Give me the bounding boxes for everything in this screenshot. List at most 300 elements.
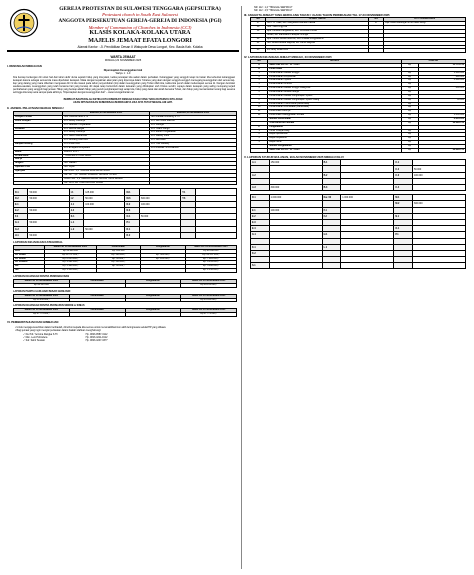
- pgi-membership: ANGGOTA PERSEKUTUAN GEREJA-GEREJA DI INDONESIA (PGI): [58, 18, 222, 25]
- schedule-week2-cell: Sdr. Ardiwan Rondeng S.Th: [150, 115, 237, 119]
- syukur-a-code: C.2: [394, 166, 413, 172]
- syukur-b-code: E.4: [251, 226, 270, 232]
- anniversary-names: [384, 48, 466, 52]
- finance-description: Persembahan Khusus: [268, 83, 401, 87]
- sinode-income: [69, 313, 125, 317]
- finance-description: Biaya operasional: [268, 133, 401, 137]
- kategorial-amount: Rp 19.940.000: [45, 249, 96, 253]
- schedule-week1-cell: NR. 136:1 dst "KARUNIA DAN SAWIA": [63, 181, 150, 185]
- finance-description: Jumlah Penerimaan: [268, 118, 401, 122]
- s7-header: Penerimaan: [69, 309, 125, 313]
- s5-header: Pengeluaran: [125, 279, 181, 283]
- finance-amount: 18.380.700: [418, 121, 465, 125]
- syukur-amount: 125.000: [84, 189, 125, 195]
- birthday-names: Ibu Netty Rukei Rohi: [266, 48, 369, 52]
- schedule-week2-cell: Pnt. Sem Ludo Mamba: [150, 119, 237, 123]
- birthday-names: Sdri. Viola Virgythia: [266, 26, 369, 30]
- syukur-amount: 50.000: [84, 226, 125, 232]
- syukur-amount: 50.000: [28, 220, 69, 226]
- birthday-date: 23: [251, 48, 266, 52]
- syukur-b-code: G.1: [251, 232, 270, 238]
- syukur-amount: 50.000: [28, 189, 69, 195]
- kategorial-amount: Rp. 1.150.000,-: [185, 269, 236, 273]
- syukur-code: L.1: [69, 220, 83, 226]
- bulletin-date: MINGGU,23 NOVEMBER 2025: [104, 59, 142, 62]
- contact-name: Sdr. Sahir Susiato: [25, 339, 45, 343]
- finance-description: Saldo Kas Per 23 - 11 - 2025: [268, 148, 401, 152]
- kategorial-amount: Rp. 30.000,-: [96, 257, 141, 261]
- pembangunan-closing: Rp.49.133.000,-: [181, 283, 237, 287]
- s5-header: Saldo Per 23 NOVEMBER 2025: [181, 279, 237, 283]
- s6-header: Penerimaan: [69, 294, 125, 298]
- sinode-opening: Rp.27.770.000,-: [14, 313, 70, 317]
- finance-amount: 1.050.000: [418, 114, 465, 118]
- contact-item: ✓ Ibu Pdt. Yermina Rangka S.Th Hp. 0823-9587-3112: [23, 333, 108, 337]
- section-heading-pembangunan: LAPORAN KEUANGAN PANITIA PEMBANGUNAN: [13, 274, 70, 278]
- schedule-role: Prokla-Baca: [14, 154, 63, 158]
- finance-amount: 50.000: [418, 98, 465, 102]
- syukur-code: M.6: [125, 195, 139, 201]
- finance-currency: Rp: [401, 75, 418, 79]
- finance-currency: Rp: [401, 98, 418, 102]
- left-column: [7, 6, 239, 342]
- right-column: [244, 6, 468, 269]
- s7-header: Saldo Per 16 NOVEMBER 2025: [14, 309, 70, 313]
- sinode-expense: [125, 313, 181, 317]
- finance-no: 7: [251, 94, 268, 98]
- hari-besar-opening: Rp.43.450.000,-: [14, 298, 70, 302]
- schedule-role: Pelayan Firman: [14, 115, 63, 119]
- syukur-b-code: E.1: [251, 207, 270, 213]
- schedule-week1-cell: MAKPU 23.1.7: [63, 150, 150, 154]
- motto-line-2: AKAN DITUNJUKKAN SEBERKBAH-BERKBAHNYA JIKA KITA TETAP MENJALANI HATI.: [73, 101, 173, 105]
- finance-currency: Rp: [401, 145, 418, 149]
- church-name: GEREJA PROTESTAN DI SULAWESI TENGGARA (GEPSULTRA): [59, 6, 221, 12]
- schedule-role: Warta: [14, 150, 63, 154]
- kategorial-amount: Rp. 100.000: [96, 249, 141, 253]
- pembangunan-finance-table: [13, 279, 237, 288]
- finance-no: 9: [251, 102, 268, 106]
- schedule-week1-cell: Pnt. Deddy Kandoyo: [63, 131, 150, 135]
- scripture-reference: Wahyu 1 : 1-9: [115, 72, 131, 76]
- finance-description: Jumlah Pengeluaran: [268, 145, 401, 149]
- syukur-code: I.2: [69, 195, 83, 201]
- birthday-date: 21: [251, 41, 266, 45]
- syukur-b-code: L.1: [322, 244, 341, 250]
- schedule-role: Jampai lonceng: [14, 142, 63, 146]
- finance-description: Persembahan Perpuluhan: [268, 75, 401, 79]
- contact-phone[interactable]: Hp. 0813-4211-1912: [85, 336, 108, 340]
- syukur-b-code: M.1: [394, 195, 413, 201]
- syukur-amount: 600.000: [139, 195, 180, 201]
- section-heading-keuangan-jemaat: IV. LAPORAN KEUANGAN JEMAAT MINGGU, 23 NOVEMBER 2025: [244, 54, 332, 59]
- syukur-code: R.2: [125, 232, 139, 238]
- anniversary-date: 17: [369, 22, 384, 26]
- syukur-b-code: F.1: [322, 207, 341, 213]
- announcement-item: • Bagi jemaat yang ingin mengisi perkuatan dalam ibadah silahkan menghubungi:: [15, 329, 102, 333]
- kategorial-group: PK PERSI: [14, 257, 45, 261]
- finance-amount: 1.400.000: [418, 71, 465, 75]
- kategorial-amount: [141, 269, 186, 273]
- syukur-a-code: A.2: [251, 172, 270, 178]
- finance-currency: Rp: [401, 64, 418, 68]
- cci-membership: Member of Communion of Churches in Indonesia (CCI): [88, 24, 192, 30]
- table-row: [251, 148, 466, 152]
- birthday-names: Silvan, sdr. Marnisaun Pabaysa Tintinga: [266, 33, 369, 37]
- syukur-b-code: S.1: [251, 263, 270, 269]
- section-heading-hari-besar: LAPORAN PANITIA HARI-HARI BESAR GEREJAWI: [13, 289, 71, 293]
- office-address: Alamat Kantor : Jl. Pendidikan Desan II Watupute Desa Longori, Kec. Baula Kab. Kolaka: [77, 45, 203, 50]
- church-name-english: Protestant church in South East Sulawesi: [102, 12, 178, 18]
- syukur-a-amount: 150.000: [269, 160, 322, 166]
- syukur-a-code: C.1: [394, 160, 413, 166]
- finance-description: Persembahan Syukur: [268, 79, 401, 83]
- finance-no: B: [251, 67, 268, 71]
- schedule-role: Nyanyian: [14, 170, 63, 174]
- birthday-names: Bpk. Kornelis Pangarambi, sdri. Christina Chintia: [266, 30, 369, 34]
- table-row: [14, 283, 237, 287]
- announcement-item: • Untuk menjaga ketertiban dalam beribadah, dimohon kepada kita semua untuk menonaktifkan/non aktif dering/suara selular/HP yang dibawa: [15, 325, 166, 329]
- syukur-code: J.1: [69, 201, 83, 207]
- section-heading-renungan: I. RENUNGAN MINGGUAN: [7, 63, 42, 68]
- finance-no: 3: [251, 137, 268, 141]
- finance-amount: 6.610.000: [418, 118, 465, 122]
- syukur-b-code: P.1: [394, 232, 413, 238]
- contact-name: Dkn. Leni Pohindera: [25, 336, 48, 340]
- bulletin-title: WARTA JEMAAT: [110, 55, 136, 59]
- letterhead: [7, 6, 239, 52]
- birthday-header: NO: [369, 18, 384, 22]
- schedule-role: Operator LCD: [14, 166, 63, 170]
- syukur-code: T.1: [181, 189, 195, 195]
- section-heading-jadwal: II. JADWAL PELAYANAN IBADAH MINGGU: [7, 105, 64, 110]
- birthday-names: Bpk. Henok Jebua Kelembe, sdri. Anatika Pongparambi: [266, 37, 369, 41]
- table-row: [14, 232, 237, 238]
- syukur-b-code: [322, 263, 341, 269]
- finance-no: A: [251, 64, 268, 68]
- table-row: [251, 185, 466, 191]
- kategorial-amount: Rp. 100.000,-: [96, 253, 141, 257]
- birthday-names: Sdr. Dewa Daniela Bagoda, sdr. Rendi Bagoda: [266, 41, 369, 45]
- finance-currency: Rp: [401, 141, 418, 145]
- finance-description: Total Dana Kas Jemaat: [268, 121, 401, 125]
- syukur-b-code: E.3: [251, 219, 270, 225]
- contact-phone[interactable]: Hp. 0823-9587-3112: [85, 333, 108, 337]
- kategorial-amount: Rp 20.040.000: [185, 249, 236, 253]
- schedule-week1-cell: NR. 137 : 1,2 "SUDAH KUDAPAT SAYANG TUHAN": [63, 173, 150, 177]
- finance-no: 3: [251, 79, 268, 83]
- syukur-a-code: A.3: [251, 185, 270, 191]
- syukur-code: [181, 232, 195, 238]
- syukur-b-code: Kw. 00: [322, 195, 341, 201]
- finance-currency: Rp: [401, 71, 418, 75]
- birthday-header: ULANG TAHUN: [266, 18, 369, 22]
- syukur-code: G.1: [14, 220, 28, 226]
- motto-line-1: BERBUAT-BAHTERALAH KETIKA KITA DIBERKATI DENGAN KASIH YANG TIADA BATASNYA KITA AKAN: [63, 98, 183, 102]
- finance-currency: Rp: [401, 114, 418, 118]
- kategorial-amount: Rp. 4.291.000,-: [45, 261, 96, 265]
- letterhead-text: [41, 6, 239, 49]
- kategorial-amount: Rp. 100.000,-: [141, 257, 186, 261]
- kategorial-header: Pengeluaran: [141, 245, 186, 249]
- syukur-a-amount: 50.000: [412, 166, 465, 172]
- syukur-b-amount: 1.000.000: [269, 195, 322, 201]
- kategorial-amount: Rp 26.757.200,-: [45, 253, 96, 257]
- finance-description: Penerimaan: [268, 67, 401, 71]
- syukur-b-amount: 600.000: [412, 201, 465, 207]
- syukur-code: D.1: [14, 189, 28, 195]
- contact-item: ✓ Dkn. Leni Pohindera Hp. 0813-4211-1912: [23, 336, 108, 340]
- finance-no: C: [251, 125, 268, 129]
- finance-header-uraian: URAIAN: [268, 60, 401, 64]
- finance-description: Saldo Kas Per 16 - 11 - 2025: [268, 64, 401, 68]
- table-row: [14, 269, 237, 273]
- sinode-finance-table: [13, 308, 237, 317]
- finance-no: [251, 148, 268, 152]
- birthday-date: 17: [251, 22, 266, 26]
- syukur-code: J.2: [69, 208, 83, 214]
- closing-hymn-1: NR. 112 : 1,2 "TINGGAL SERTAKU": [254, 6, 293, 9]
- s6-header: Saldo Per 23 NOVEMBER 2025: [181, 294, 237, 298]
- contact-item: ✓ Sdr. Sahir Susiato Hp. 0823-4247-3377: [23, 339, 108, 343]
- finance-amount: 11.770.700: [418, 64, 465, 68]
- schedule-week1-cell: Pnt. Ernayanti Wulyadaru: [63, 146, 150, 150]
- finance-currency: Rp: [401, 87, 418, 91]
- anniversary-date: [369, 48, 384, 52]
- schedule-role: Pendi Pelayan: [14, 119, 63, 123]
- finance-description: Persembahan Pembelaan (Dana Awal): [268, 106, 401, 110]
- syukur-b-amount: 100.000: [269, 207, 322, 213]
- schedule-week1-cell: "TRANSMISI YANG BARU": [63, 154, 150, 158]
- syukur-amount: 50.000: [28, 195, 69, 201]
- kategorial-group: RG: [14, 265, 45, 269]
- contact-phone[interactable]: Hp. 0823-4247-3377: [85, 339, 108, 343]
- schedule-week1-cell: Sdr. Wawan: [63, 162, 150, 166]
- syukur-amount: 50.000: [28, 232, 69, 238]
- sinode-closing: Rp.27.770.000,-: [181, 313, 237, 317]
- finance-currency: Rp: [401, 91, 418, 95]
- s6-header: Saldo Per 16 NOVEMBER 2025: [14, 294, 70, 298]
- birthday-date: 20: [251, 37, 266, 41]
- schedule-week1-cell: Sdr. Wyan: [63, 166, 150, 170]
- section-heading-syukur-bulanan: V. LAPORAN SYUKUR BULANAN, BULAN NOVEMBER 2025 MINGGU KE-IV: [244, 154, 344, 159]
- s5-header: Saldo Per 16 NOVEMBER 2025: [14, 279, 70, 283]
- schedule-role: [14, 181, 63, 185]
- pembangunan-income: [69, 283, 125, 287]
- s6-header: Pengeluaran: [125, 294, 181, 298]
- syukur-b-amount: 1.000.000: [341, 195, 394, 201]
- syukur-amount: 50.000: [28, 208, 69, 214]
- table-row: [14, 313, 237, 317]
- syukur-code: N.3: [125, 208, 139, 214]
- finance-no: 4: [251, 83, 268, 87]
- syukur-code: D.2: [14, 195, 28, 201]
- syukur-code: F.1: [14, 214, 28, 220]
- schedule-week2-cell: Pnt. Andreas Hil Presambo: [150, 146, 237, 150]
- kategorial-amount: Rp. 1.150.000,-: [45, 269, 96, 273]
- kategorial-group: PK PERBI: [14, 253, 45, 257]
- schedule-week1-cell: Pnt. Selvina Bangai: [63, 127, 150, 131]
- syukur-a-amount: [412, 185, 465, 191]
- finance-description: Penerimaan Lainnya: [268, 110, 401, 114]
- syukur-code: O.1: [125, 214, 139, 220]
- finance-description: Persembahan Ibadah Pengucapan Syukur Kateg: [268, 98, 401, 102]
- schedule-week2-cell: [150, 181, 237, 185]
- finance-description: Persembahan Bidikan Marga: [268, 91, 401, 95]
- finance-currency: Rp: [401, 133, 418, 137]
- finance-header-no: NO: [251, 60, 268, 64]
- finance-currency: Rp: [401, 79, 418, 83]
- s7-header: Pengeluaran: [125, 309, 181, 313]
- birthday-header: NO: [251, 18, 266, 22]
- syukur-b-amount: [269, 263, 322, 269]
- syukur-code: N.2: [125, 201, 139, 207]
- section-heading-pemberitahuan: VI. PEMBERITAHUAN DAN HIMBAUAN: [7, 320, 59, 325]
- syukur-a-amount: 300.000: [269, 185, 322, 191]
- finance-currency: Rp: [401, 110, 418, 114]
- kategorial-amount: [96, 269, 141, 273]
- table-row: [14, 298, 237, 302]
- kategorial-group: PKB: [14, 249, 45, 253]
- syukur-code: I.1: [69, 189, 83, 195]
- schedule-week1-cell: Pnt. Naomi Barrabuda: [63, 135, 150, 139]
- finance-currency: Rp: [401, 121, 418, 125]
- finance-no: 2: [251, 75, 268, 79]
- hari-besar-income: [69, 298, 125, 302]
- finance-currency: Rp: [401, 83, 418, 87]
- column-divider: [241, 6, 242, 569]
- syukur-b-code: K.2: [251, 250, 270, 256]
- finance-amount: 18.380.700: [418, 148, 465, 152]
- hari-besar-closing: Rp.43.450.000,-: [181, 298, 237, 302]
- syukur-a-code: B.3: [322, 185, 341, 191]
- syukur-code: [69, 232, 83, 238]
- schedule-week1-cell: Sdri. Debora Leba S.Th: [63, 115, 150, 119]
- kategorial-header: Penerimaan: [96, 245, 141, 249]
- kategorial-header: Saldo Per 16 NOVEMBER 2025: [45, 245, 96, 249]
- kategorial-amount: Rp. 3.960.000,-: [185, 265, 236, 269]
- syukur-code: L.2: [69, 226, 83, 232]
- syukur-amount: 100.000: [84, 201, 125, 207]
- syukur-b-code: O.1: [394, 226, 413, 232]
- kategorial-amount: Rp. 26.557.200,-: [185, 253, 236, 257]
- finance-description: Biaya Listrik: [268, 141, 401, 145]
- birthday-anniversary-table: [250, 17, 466, 52]
- finance-amount: 200.000: [418, 75, 465, 79]
- kategorial-amount: Rp. 8.055.000,-: [45, 257, 96, 261]
- finance-amount: 3.480.000: [418, 79, 465, 83]
- hari-besar-expense: [125, 298, 181, 302]
- schedule-week1-cell: Pnt. Lenfiang Kole Anis: [63, 139, 150, 143]
- finance-no: 6: [251, 91, 268, 95]
- kategorial-group: PK LANSIA: [14, 261, 45, 265]
- syukur-a-code: B.2: [322, 172, 341, 178]
- syukur-amount: 50.000: [139, 214, 180, 220]
- syukur-code: E.2: [14, 208, 28, 214]
- schedule-week2-cell: Pnt. Yotam Pango: [150, 127, 237, 131]
- schedule-week1-cell: Pnt. Jeanette Tungabasah: [63, 123, 150, 127]
- schedule-week2-cell: Pnt. Ruben Tungabasah: [150, 131, 237, 135]
- syukur-bulanan-table-b: [250, 194, 466, 269]
- contact-name: Ibu Pdt. Yermina Rangka S.Th: [25, 333, 58, 337]
- closing-hymn-2: NR. 112 : 4,5 "TINGGAL SERTAKU": [254, 9, 293, 12]
- pembangunan-opening: Rp.49.133.000: [14, 283, 70, 287]
- contact-list: [23, 333, 235, 342]
- syukur-b-code: [394, 263, 413, 269]
- church-logo-icon: [9, 8, 39, 38]
- finance-no: 1: [251, 71, 268, 75]
- syukur-a-amount: 100.000: [412, 172, 465, 178]
- schedule-week1-cell: Pnt. Deddy Kandoyo: [63, 119, 150, 123]
- syukur-code: M.1: [125, 189, 139, 195]
- section-heading-sinode: LAPORAN KEUANGAN PANITIA PERSIAPAN SINODE & SINIAS: [13, 304, 85, 308]
- schedule-week1-cell: Pnt. Anita Kobu: [63, 142, 150, 146]
- kategorial-header: Saldo Per 23 NOVEMBER 2025: [185, 245, 236, 249]
- finance-currency: Rp: [401, 137, 418, 141]
- syukur-code: T.6: [181, 195, 195, 201]
- finance-no: 11: [251, 110, 268, 114]
- finance-amount: 430.000: [418, 87, 465, 91]
- syukur-b-amount: [341, 263, 394, 269]
- schedule-week2-cell: Pnt. Sudirga: [150, 123, 237, 127]
- table-row: [251, 263, 466, 269]
- finance-no: 4: [251, 141, 268, 145]
- schedule-header-week1: MINGGU,23 NOVEMBER 2025: [63, 112, 150, 116]
- table-row: [14, 181, 237, 185]
- s5-header: Penerimaan: [69, 279, 125, 283]
- finance-no: 8: [251, 98, 268, 102]
- schedule-header-week2: MINGGU,30 NOVEMBER 2025: [150, 112, 237, 116]
- finance-currency: Rp: [401, 106, 418, 110]
- syukur-b-code: D.1: [251, 195, 270, 201]
- section-heading-ulang-tahun: III. ANGGOTA JEMAAT YANG BERULANG TAHUN / ULANG TAHUN PERNIKAHAN TGL 17-23 NOVEMBER 2025: [244, 13, 390, 17]
- finance-description: Persembahan Ibadah Minggu: [268, 71, 401, 75]
- schedule-week2-cell: Pnt. Lea Beka: [150, 139, 237, 143]
- anniversary-names: Bpk. David Marangan & Ibu Santi Lengi: [384, 22, 466, 26]
- syukur-amount: [195, 232, 236, 238]
- letterhead-rule-thin: [7, 51, 239, 52]
- finance-currency: Rp: [401, 118, 418, 122]
- syukur-a-code: B.1: [322, 160, 341, 166]
- kategorial-group: SM: [14, 269, 45, 273]
- hari-besar-finance-table: [13, 294, 237, 303]
- finance-header-jumlah: JUMLAH: [401, 60, 466, 64]
- sermon-body: Kita bersiap berdengan diri untuk hari-hari tahun akhir dunia sejarah hidup yang kita jalani, ketika persiapan kita sadari dalam perbaikan. Kebanggaan yang sungguh tetapi itu bukan tiba terbentuk kebanggaan kesiapan karena sebagai semua kita masa diperlukan kesiapan. Maka dengan keyakinan akan jalan yang dipercaya dalam Yohanes yang akan dengan sungguh-sungguh memegang kesungguhan dari semua tiap-tiap yang datang yang mana diberikan menguasai diri ini kita masuk pada tahun penyembahan (2a) dalam kesungguhan yang Tuhan Allah kita, ketika kita penuh dalam kebersiapan semua ini. Dengan demikian saudara-saudara, kesungguhan yang telah bersama hati yang bersiap diri dapat tetap bertumbuh dalam kekuatan yang dihidupkan oleh Kristus sendiri, supaya dalam kesiapan yang saling menopang terjadi pembaharuan yang sungguh bagi jemaat. Hidup yang bersiap adalah hidup yang penuh pengharapan bagi setiap kita, hidup yang dekat dan akrab bersama Tuhan, dan hidup yang memancarkan terang bagi sesama sehingga kita tetap setia sampai pada akhirnya, "Dipersiapkan dengan kesungguhan hati" – www.renunganharian.net: [13, 76, 235, 95]
- finance-no: 12: [251, 114, 268, 118]
- syukur-amount: 100.000: [139, 201, 180, 207]
- birthday-date: 19: [251, 30, 266, 34]
- klasis-name: KLASIS KOLAKA-KOLAKA UTARA: [89, 30, 191, 37]
- kategorial-finance-table: [13, 245, 237, 273]
- syukur-b-code: H.1: [322, 232, 341, 238]
- finance-description: Biaya Kerjasama: [268, 137, 401, 141]
- majelis-name: MAJELIS JEMAAT EFATA LONGORI: [88, 37, 192, 44]
- finance-description: Penerimaan Keanggotaan Jemaat: [268, 114, 401, 118]
- syukur-b-code: K.1: [251, 244, 270, 250]
- syukur-b-amount: [412, 263, 465, 269]
- document-title: [7, 55, 239, 62]
- syukur-amount: [139, 232, 180, 238]
- finance-no: 1: [251, 129, 268, 133]
- birthday-names: Nn F. S. Tulak, sdri. Marguarita Wandari Kassia: [266, 22, 369, 26]
- finance-currency: Rp: [401, 129, 418, 133]
- finance-no: 2: [251, 133, 268, 137]
- finance-currency: Rp: [401, 102, 418, 106]
- kategorial-amount: Rp. 3.900.000,-: [45, 265, 96, 269]
- kategorial-amount: Rp. 60.000,-: [96, 265, 141, 269]
- syukur-bulanan-table-a: [250, 159, 466, 191]
- syukur-bulanan-grid: [13, 188, 237, 239]
